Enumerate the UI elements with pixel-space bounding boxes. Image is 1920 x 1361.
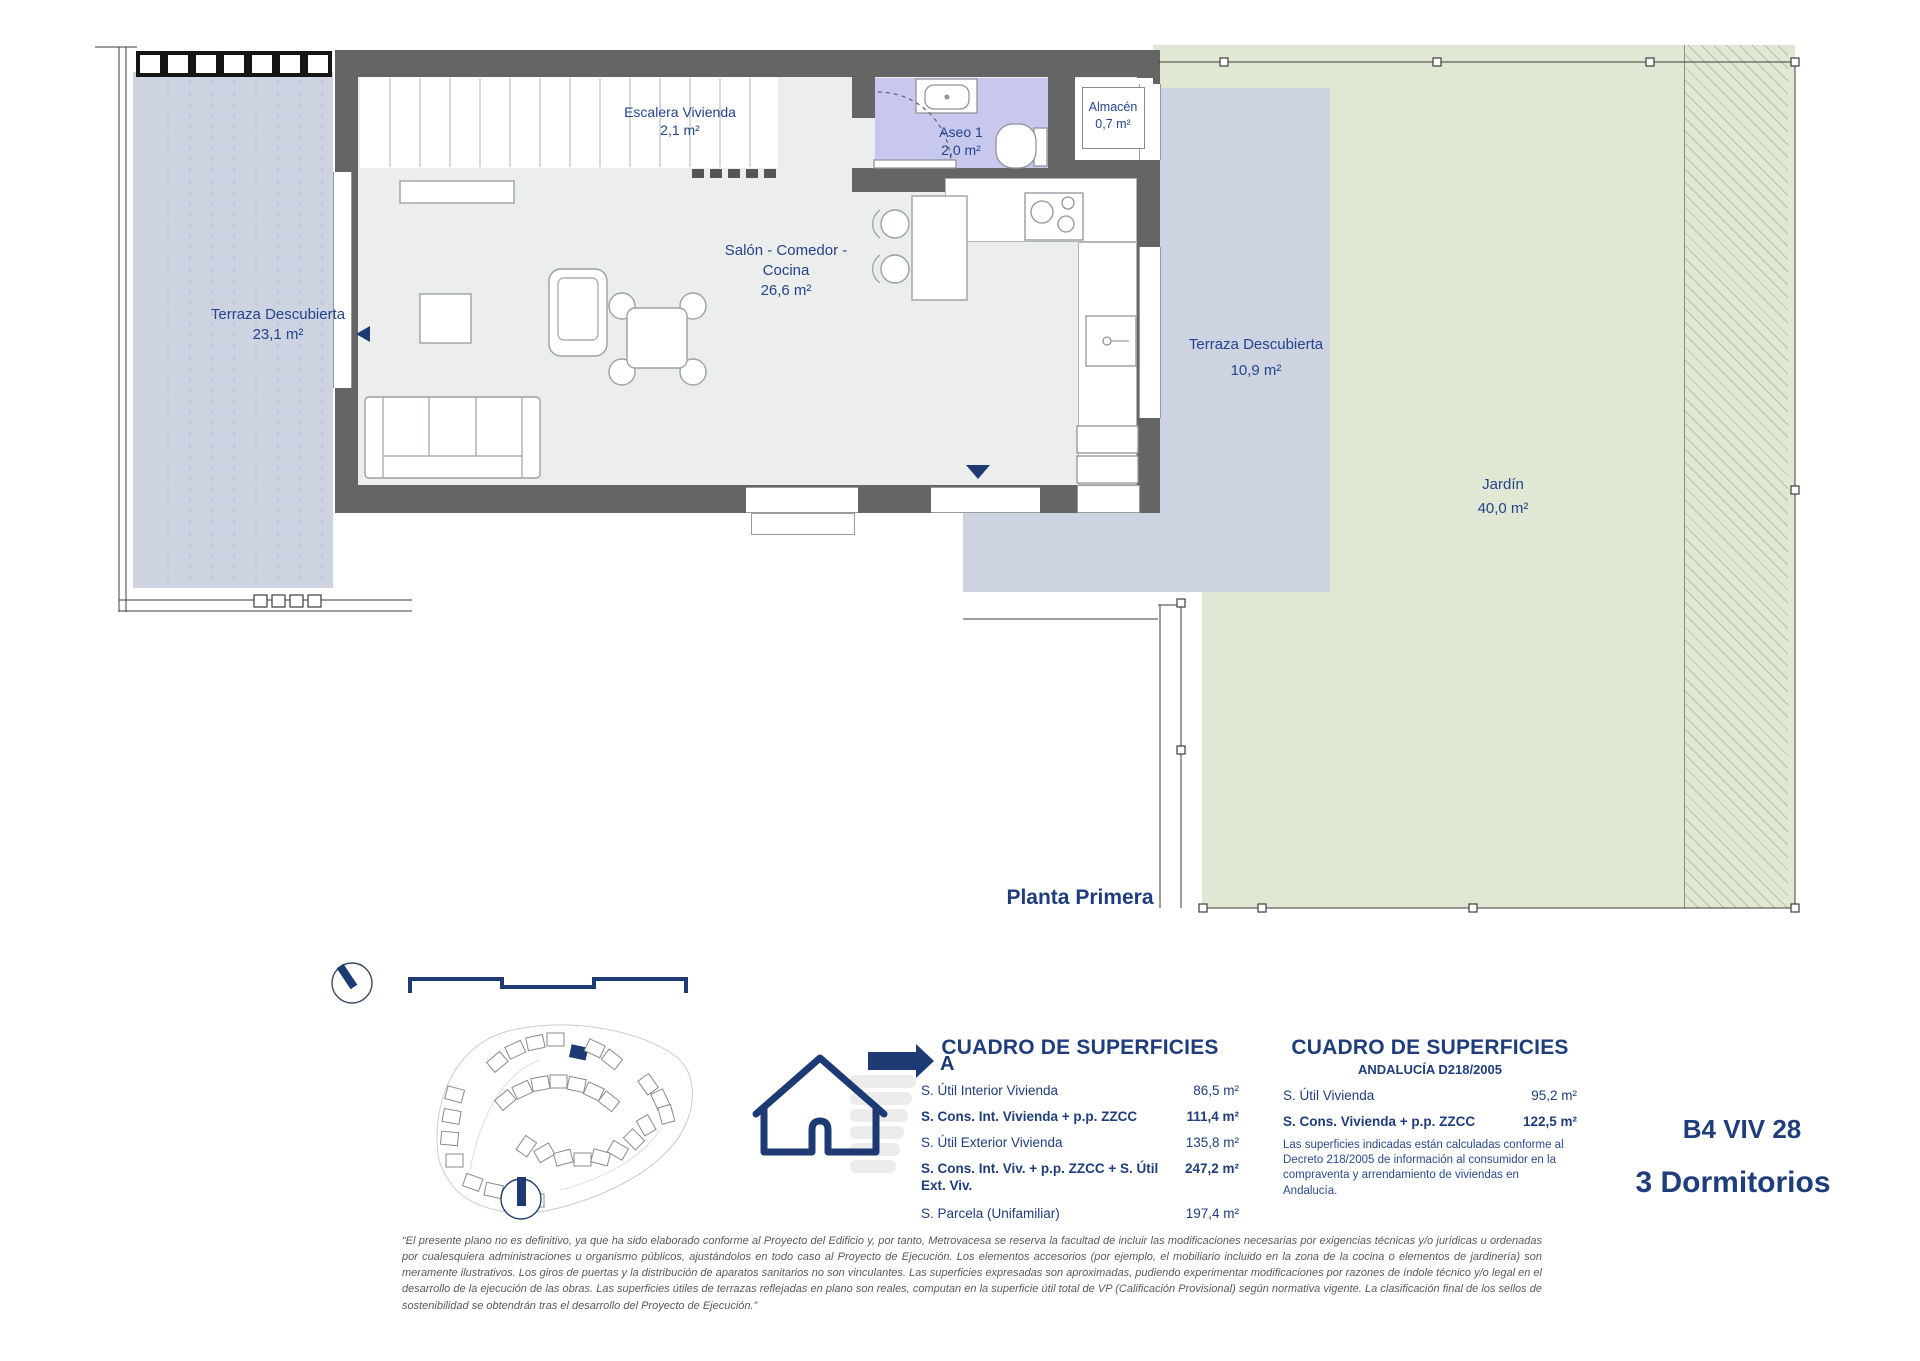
room-area: 23,1 m² — [252, 325, 304, 343]
andalucia-table — [1283, 1036, 1577, 1199]
room-name: Terraza Descubierta — [210, 306, 346, 323]
door-bottom-right — [931, 487, 1040, 513]
site-plan-minimap — [437, 1025, 692, 1219]
energy-rating-letter: A — [940, 1053, 955, 1075]
room-area: 10,9 m² — [1230, 361, 1282, 379]
room-name: Aseo 1 — [939, 124, 983, 140]
window-left-living — [333, 172, 352, 388]
table-row: S. Cons. Vivienda + p.p. ZZCC 122,5 m² — [1283, 1113, 1577, 1129]
room-area: 2,1 m² — [660, 122, 700, 139]
kitchen-counter-right — [1078, 242, 1137, 485]
legal-disclaimer: “El presente plano no es definitivo, ya que ha sido elaborado conforme al Proyecto del Edificio y, por tanto, Metrovacesa se reserva la facultad de incluir las modificaciones necesarias por exigencias técnicas y/o jurídicas u ordenadas por cualesquiera administraciones u organismo públicos, ajustándolos en todo caso al Proyecto de Ejecución. Los elementos accesorios (por ejemplo, el mobiliario incluido en la zona de la cocina o elementos de jardinería) son meramente ilustrativos. Los giros de puertas y la distribución de aparatos sanitarios no son vinculantes. Las superficies expresadas son aproximadas, pudiendo experimentar modificaciones por razones de índole técnico y/o legal en el desarrollo de la ejecución de las obras. Las superficies útiles de terrazas reflejadas en plano son reales, computan en la superficie útil total de VP (Calificación Provisional) según normativa vigente. La clasificación final de los sellos de sostenibilidad se obtendrán tras el desarrollo del Proyecto de Ejecución.” — [402, 1235, 1542, 1312]
kitchen-counter-top — [945, 178, 1137, 242]
label-terrace-left — [211, 305, 345, 345]
room-area: 0,7 m² — [1095, 116, 1131, 131]
room-area: 26,6 m² — [760, 281, 812, 299]
room-area: 40,0 m² — [1477, 499, 1529, 517]
andalucia-table-subtitle: ANDALUCÍA D218/2005 — [1357, 1062, 1502, 1077]
label-garden — [1478, 475, 1529, 519]
table-row: S. Cons. Int. Vivienda + p.p. ZZCC 111,4 m² — [921, 1108, 1239, 1124]
table-row: S. Útil Vivienda 95,2 m² — [1283, 1088, 1577, 1103]
wall-aseo-right — [1048, 77, 1075, 192]
label-aseo — [939, 123, 983, 160]
andalucia-table-note: Las superficies indicadas están calculadas conforme al Decreto 218/2005 de información al consumidor en la compraventa y arrendamiento de viviendas en Andalucía. — [1283, 1138, 1564, 1197]
label-salon — [725, 241, 848, 300]
room-name: Escalera Vivienda — [624, 104, 736, 120]
wall-aseo-left — [852, 77, 875, 118]
label-almacen — [1089, 99, 1138, 132]
table-row: S. Útil Interior Vivienda 86,5 m² — [921, 1083, 1239, 1098]
room-name: Terraza Descubierta — [1188, 336, 1324, 353]
surfaces-table — [921, 1036, 1239, 1223]
unit-bedrooms: 3 Dormitorios — [1635, 1166, 1831, 1199]
label-stairs — [624, 103, 736, 140]
scale-bar — [410, 979, 686, 993]
window-right-lower — [1139, 247, 1161, 418]
room-name-2: Cocina — [762, 261, 810, 279]
room-name: Jardín — [1482, 476, 1524, 493]
compass-icon — [332, 963, 372, 1003]
label-terrace-right — [1189, 335, 1323, 381]
garden-hatch-strip — [1684, 45, 1788, 908]
floor-title: Planta Primera — [1006, 886, 1154, 909]
table-row: S. Útil Exterior Vivienda 135,8 m² — [921, 1134, 1239, 1150]
surfaces-table-title: CUADRO DE SUPERFICIES — [941, 1036, 1219, 1059]
room-area: 2,0 m² — [941, 142, 981, 159]
table-row: S. Cons. Int. Viv. + p.p. ZZCC + S. Útil Ext. Viv. 247,2 m² — [921, 1160, 1239, 1193]
room-name: Almacén — [1088, 100, 1138, 114]
unit-code: B4 VIV 28 — [1682, 1114, 1802, 1144]
andalucia-table-title: CUADRO DE SUPERFICIES — [1291, 1036, 1569, 1059]
door-bottom-left — [746, 487, 858, 513]
table-row: S. Parcela (Unifamiliar) 197,4 m² — [921, 1206, 1239, 1222]
terrace-right-lower-area — [963, 513, 1160, 592]
porch-step-left — [751, 513, 855, 535]
site-location-pin — [501, 1179, 541, 1219]
porch-step-right — [1077, 485, 1140, 513]
room-name: Salón - Comedor - — [724, 242, 848, 259]
